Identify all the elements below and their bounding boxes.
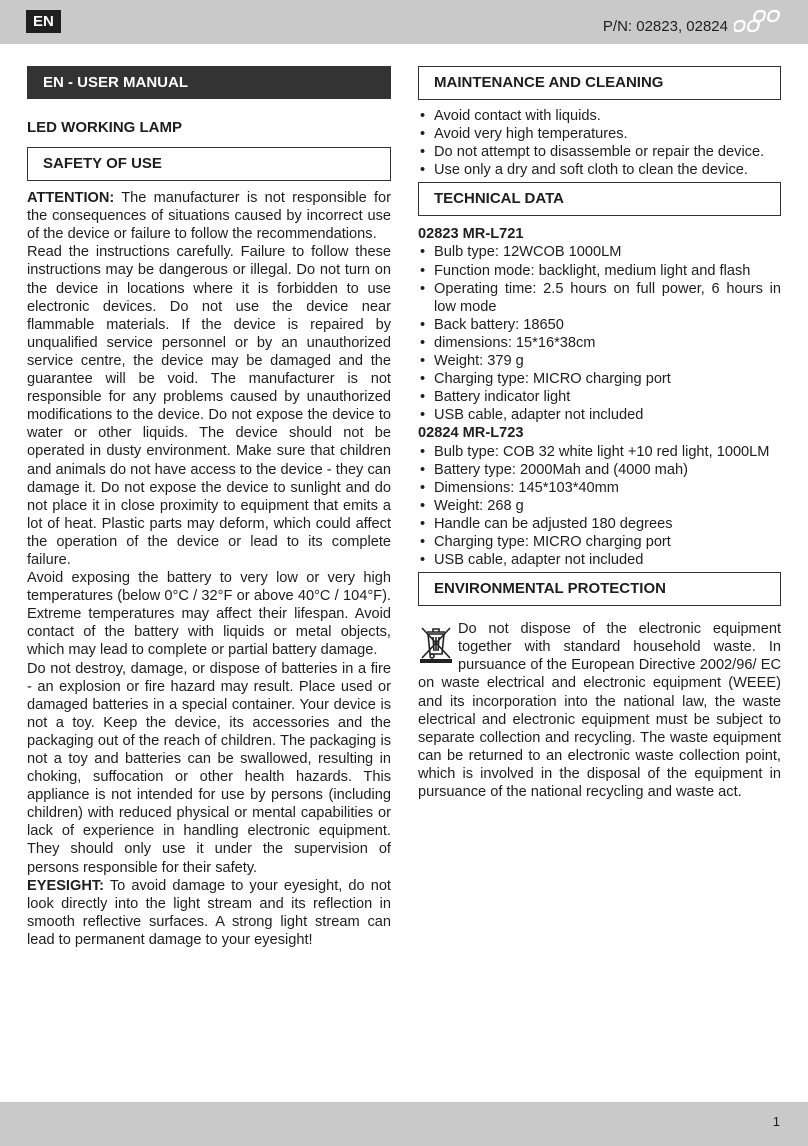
list-item: • Handle can be adjusted 180 degrees — [418, 515, 781, 533]
list-item: • Use only a dry and soft cloth to clean the device. — [418, 161, 781, 179]
model-2-title: 02824 MR-L723 — [418, 425, 524, 442]
attention-paragraph — [27, 189, 391, 243]
environmental-section — [418, 620, 781, 801]
list-item: • USB cable, adapter not included — [418, 551, 781, 569]
language-badge: EN — [26, 10, 61, 33]
attention-text: The manufacturer is not responsible for the consequences of situations caused by incorrect use of the device or failure to follow the recommendations. — [27, 190, 391, 243]
maintenance-heading: MAINTENANCE AND CLEANING — [418, 66, 781, 100]
list-item: • Operating time: 2.5 hours on full power, 6 hours in low mode — [418, 280, 781, 316]
safety-heading: SAFETY OF USE — [27, 147, 391, 181]
list-item: • USB cable, adapter not included — [418, 406, 781, 424]
list-item: • Back battery: 18650 — [418, 316, 781, 334]
environmental-text: Do not dispose of the electronic equipment together with standard household waste. In pursuance of the European Directive 2002/96/ EC on waste electrical and electronic equipment (WEEE) and its incorporation into the national law, the waste electrical and electronic equipment must be subject to separate collection and recycling. The waste equipment can be returned to an electronic waste collection point, which is involved in the disposal of the equipment in pursuance of the national recycling and waste act. — [418, 621, 781, 800]
right-column — [418, 66, 781, 801]
eyesight-paragraph — [27, 877, 391, 949]
list-item: • Avoid very high temperatures. — [418, 125, 781, 143]
technical-data-heading: TECHNICAL DATA — [418, 182, 781, 216]
list-item: • Charging type: MICRO charging port — [418, 533, 781, 551]
left-column — [27, 66, 391, 949]
part-number: P/N: 02823, 02824 — [602, 18, 728, 35]
list-item: • Function mode: backlight, medium light and flash — [418, 262, 781, 280]
safety-paragraph-1: Read the instructions carefully. Failure to follow these instructions may be dangerous or illegal. Do not turn on the device in locations where it is forbidden to use electronic devices. Do not use the device near flammable materials. If the device is repaired by unqualified service personnel or by an unauthorized service centre, the device may be damaged and the guarantee will be void. The manufacturer is not responsible for any problems caused by unauthorized modifications to the device. Do not expose the device to water or other liquids. The device should not be operated in dusty environment. Make sure that children and animals do not have access to the device - they can damage it. Do not expose the device to sunlight and do not place it in close proximity to equipment that emits a lot of heat. Plastic parts may deform, which could affect the operation of the device or lead to its complete failure. — [27, 244, 391, 568]
eyesight-text: To avoid damage to your eyesight, do not look directly into the light stream and its reflection in smooth reflective surfaces. A strong light stream can lead to permanent damage to your eyesight! — [27, 877, 391, 948]
list-item: • Bulb type: 12WCOB 1000LM — [418, 243, 781, 261]
environmental-heading: ENVIRONMENTAL PROTECTION — [418, 572, 781, 606]
list-item: • Weight: 268 g — [418, 497, 781, 515]
maintenance-list — [418, 107, 781, 179]
manual-title: EN - USER MANUAL — [27, 66, 391, 99]
list-item: • Charging type: MICRO charging port — [418, 370, 781, 388]
model-1-title: 02823 MR-L721 — [418, 226, 524, 243]
list-item: • Do not attempt to disassemble or repair the device. — [418, 143, 781, 161]
page-number: 1 — [772, 1114, 780, 1129]
list-item: • Weight: 379 g — [418, 352, 781, 370]
list-item: • dimensions: 15*16*38cm — [418, 334, 781, 352]
list-item: • Battery indicator light — [418, 388, 781, 406]
brand-logo-icon — [734, 9, 782, 35]
list-item: • Dimensions: 145*103*40mm — [418, 479, 781, 497]
model-2-specs — [418, 443, 781, 570]
list-item: • Avoid contact with liquids. — [418, 107, 781, 125]
model-1-specs — [418, 243, 781, 424]
crossed-bin-icon — [418, 624, 454, 664]
list-item: • Battery type: 2000Mah and (4000 mah) — [418, 461, 781, 479]
attention-label: ATTENTION: — [27, 190, 115, 207]
eyesight-label: EYESIGHT: — [27, 877, 105, 894]
product-title: LED WORKING LAMP — [27, 119, 182, 136]
header-bar — [0, 0, 808, 44]
safety-paragraph-3: Do not destroy, damage, or dispose of batteries in a fire - an explosion or fire hazard may result. Place used or damaged batteries in a special container. Your device is not a toy. Keep the device, its accessories and the packaging out of the reach of children. The packaging is not a toy and batteries can be swallowed, resulting in choking, suffocation or other health hazards. This appliance is not intended for use by persons (including children) with reduced physical or mental capabilities or lack of experience in handling electronic equipment. They should only use it under the supervision of persons responsible for their safety. — [27, 660, 391, 876]
footer-bar — [0, 1102, 808, 1146]
list-item: • Bulb type: COB 32 white light +10 red light, 1000LM — [418, 443, 781, 461]
safety-paragraph-2: Avoid exposing the battery to very low or very high temperatures (below 0°C / 32°F or above 40°C / 104°F). Extreme temperatures may affect their lifespan. Avoid contact of the battery with liquids or metal objects, which may lead to complete or partial battery damage. — [27, 570, 391, 659]
